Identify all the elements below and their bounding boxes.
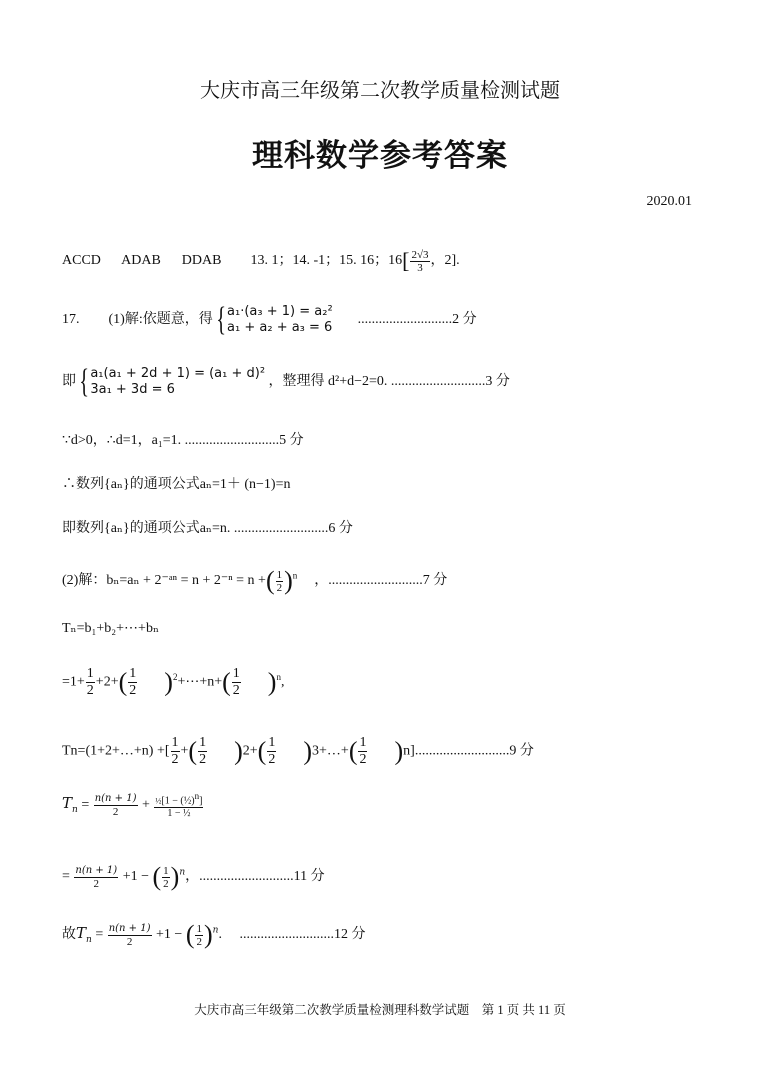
tn-expansion: =1+ $\frac{1}{2}$ +2+( $\frac{1}{2}$ )$^2$+⋯+n+( $\frac{1}{2}$ )$^n$, (62, 666, 285, 698)
arrange-text: ，整理得 d²+d−2=0. ...........................3 分 (268, 374, 510, 390)
q17-part1: 17. (1)解:依题意，得{ a₁·(a₃ + 1) = a₂² a₁ + a₂ + a₃ = 6 ...........................2 分 (62, 301, 477, 338)
q17-system2: 即{ a₁(a₁ + 2d + 1) = (a₁ + d)² 3a₁ + 3d = 6 ，整理得 d²+d−2=0. ...........................3 分 (62, 363, 510, 400)
score-11: ，...........................11 分 (185, 869, 325, 885)
tn-final: 故$T_n$ = $\frac{n(n + 1)}{2}$ +1 − ( $\frac{1}{2}$ )$^n$. ...........................12 分 (62, 920, 366, 949)
score-9: n]...........................9 分 (403, 743, 534, 759)
system1-line2: a₁ + a₂ + a₃ = 6 (227, 320, 333, 335)
page-footer: 大庆市高三年级第二次教学质量检测理科数学试题 第 1 页 共 11 页 (194, 1003, 566, 1017)
choice-answers: ACCD ADAB DDAB (62, 253, 222, 269)
fill-answers-end: ，2]. (430, 253, 460, 269)
q17-part2: (2)解：bₙ=aₙ + 2⁻ᵃⁿ = n + 2⁻ⁿ = n +( $\frac{1}{2}$ )$^n$ ，...........................7 分 (62, 566, 448, 595)
document-date: 2020.01 (646, 194, 692, 209)
tn-sum-start: Tn=(1+2+…+n) +[ (62, 743, 170, 759)
document-subtitle: 理科数学参考答案 (252, 138, 508, 174)
document-title: 大庆市高三年级第二次教学质量检测试题 (200, 78, 560, 102)
q17-label: 17. (62, 312, 80, 328)
tn-sum: Tn=(1+2+…+n) +[ $\frac{1}{2}$ +( $\frac{1}{2}$ )2+( $\frac{1}{2}$ )3+…+( $\frac{1}{2}$ )n]...........................9 分 (62, 735, 534, 767)
score-12: . ...........................12 分 (218, 927, 366, 943)
system1-line1: a₁·(a₃ + 1) = a₂² (227, 304, 333, 319)
general-term-1: ∴数列{aₙ}的通项公式aₙ=1＋ (n−1)=n (62, 477, 291, 492)
tn-closed-form: $T_n$ = $\frac{n(n + 1)}{2}$ + $\frac{\frac{1}{2}[1 - (\frac{1}{2})^n]}{\text{1 − ½}}$ (62, 791, 203, 820)
q17-part1-intro: (1)解:依题意，得 (108, 312, 213, 328)
system2-line2: 3a₁ + 3d = 6 (90, 382, 175, 397)
tn-definition: Tₙ=b₁+b₂+⋯+bₙ (62, 621, 160, 636)
score-7: ，...........................7 分 (314, 573, 448, 589)
ji-label: 即 (62, 374, 76, 390)
gu-label: 故 (62, 927, 76, 943)
fill-answers: 13. 1；14. -1；15. 16；16 (250, 253, 403, 269)
general-term-2: 即数列{aₙ}的通项公式aₙ=n. ...........................6 分 (62, 521, 353, 536)
system2-line1: a₁(a₁ + 2d + 1) = (a₁ + d)² (90, 366, 266, 381)
tn-simplified: = $\frac{n(n + 1)}{2}$ +1 − ( $\frac{1}{2}$ )$^n$，...........................11 分 (62, 862, 325, 891)
score-2: ...........................2 分 (357, 312, 477, 328)
tn-expansion-start: =1+ (62, 674, 85, 690)
step-d: ∵d>0，∴d=1，a₁=1. ...........................5 分 (62, 433, 304, 448)
answer-line: ACCD ADAB DDAB 13. 1；14. -1；15. 16；16[ $\frac{2√3}{3}$ ，2]. (62, 248, 460, 274)
part2-formula: (2)解：bₙ=aₙ + 2⁻ᵃⁿ = n + 2⁻ⁿ = n + (62, 573, 266, 589)
